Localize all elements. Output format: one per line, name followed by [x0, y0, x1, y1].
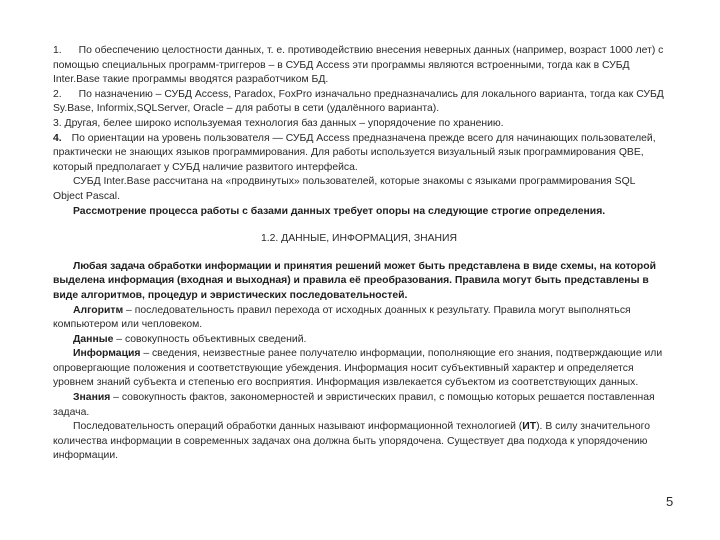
term: ИТ: [522, 421, 537, 433]
list-item-1: [53, 44, 665, 88]
definition-data: Данные – совокупность объективных сведений.: [73, 333, 307, 345]
term: Алгоритм: [73, 304, 124, 316]
list-number: 4.: [53, 132, 62, 144]
section-heading: 1.2. ДАННЫЕ, ИНФОРМАЦИЯ, ЗНАНИЯ: [260, 233, 458, 245]
paragraph-interbase: СУБД Inter.Base рассчитана на «продвинутых» пользователей, которые знакомы с языками программирования SQL Object Pascal.: [53, 176, 636, 202]
list-item-text: 3. Другая, белее широко используемая технология баз данных – упорядочение по хранению.: [53, 117, 504, 129]
definition-information: Информация – сведения, неизвестные ранее получателю информации, пополняющие его знания, подтверждающие или опровергающие положения и соответствующие убеждения. Информация носит субъективный характер и определяется уровнем знаний субъекта и степенью его восприятия. Информация извлекается субъектом из соответствующих данных.: [53, 348, 663, 389]
list-item-text: По обеспечению целостности данных, т. е. противодействию внесения неверных данных (например, возраст 1000 лет) с помощью специальных программ-триггеров – в СУБД Access эти программы являются встроенными, тогда как в СУБД Inter.Base такие программы вводятся разработчиком БД.: [53, 45, 664, 86]
paragraph-it: Последовательность операций обработки данных называют информационной технологией (ИТ). В силу значительного количества информации в современных задачах она должна быть упорядочена. Существует два подхода к упорядочению информации.: [53, 421, 650, 462]
page-number: 5: [666, 494, 674, 509]
list-number: 1.: [53, 45, 62, 56]
list-item-4: [53, 132, 665, 176]
list-item-2: [53, 88, 665, 117]
definition-algorithm: Алгоритм – последовательность правил перехода от исходных доанных к результату. Правила могут выполняться компьютером или чепловеком.: [53, 304, 631, 331]
paragraph-definitions-lead: Рассмотрение процесса работы с базами данных требует опоры на следующие строгие определения.: [73, 205, 606, 217]
term: Информация: [73, 348, 141, 360]
list-item-text: По ориентации на уровень пользователя — СУБД Access предназначена прежде всего для начинающих пользователей, практически не знающих языков программирования. Для работы используется визуальный язык программирования QBE, который предполагает у СУБД наличие развитого интерфейса.: [53, 132, 656, 173]
list-number: 2.: [53, 88, 62, 100]
term: Данные: [73, 333, 114, 345]
definition-knowledge: Знания – совокупность фактов, закономерностей и эвристических правил, с помощью которых решается поставленная задача.: [53, 392, 655, 418]
paragraph-lead: Любая задача обработки информации и принятия решений может быть представлена в виде схемы, на которой выделена информация (входная и выходная) и правила её преобразования. Правила могут быть представлены в виде алгоритмов, процедур и эвристических последовательностей.: [53, 260, 656, 301]
document-body: [53, 44, 665, 464]
list-item-text: По назначению – СУБД Access, Paradox, FoxPro изначально предназначались для локального варианта, тогда как СУБД Sy.Base, Informix,SQLServer, Oracle – для работы в сети (удалённого варианта).: [53, 88, 664, 115]
term: Знания: [73, 392, 111, 404]
list-item-3: [53, 117, 665, 132]
